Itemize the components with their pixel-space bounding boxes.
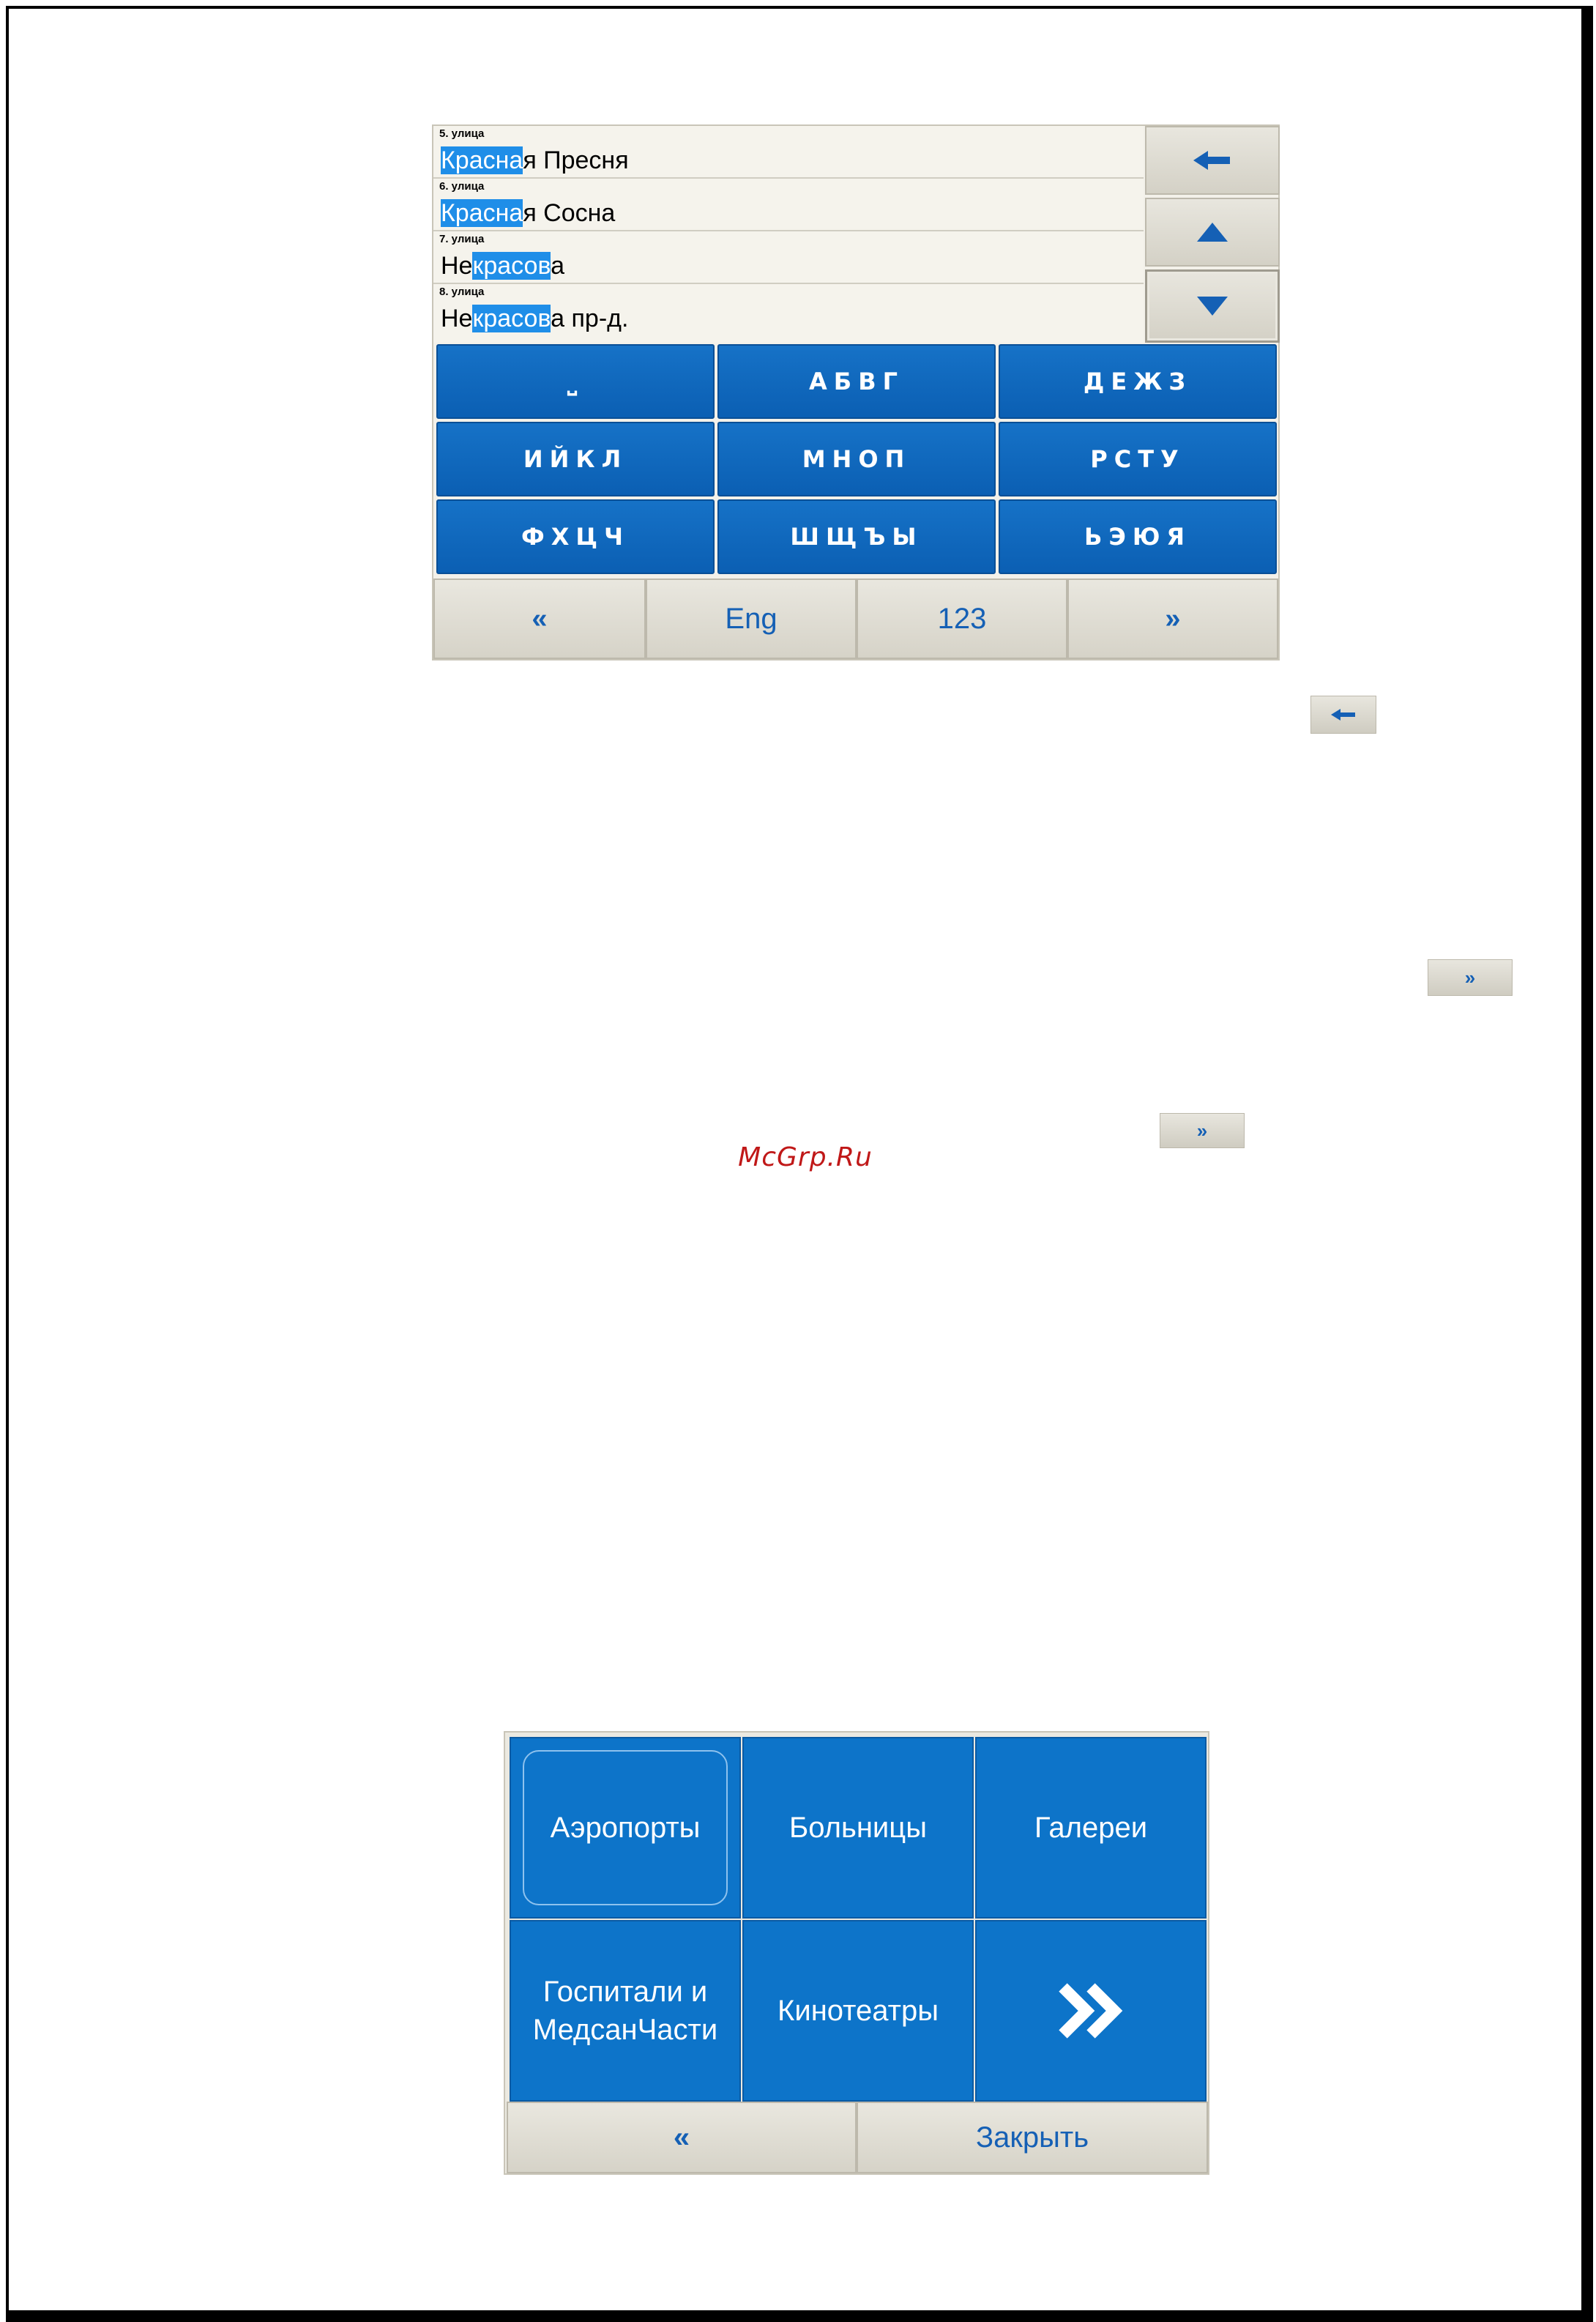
triangle-down-icon [1194,294,1231,319]
close-button[interactable]: Закрыть [857,2102,1208,2173]
inline-next-button: » [1428,959,1513,996]
category-hospitals[interactable]: Больницы [742,1737,974,1919]
list-item[interactable] [433,284,1144,337]
category-medical-units[interactable]: Госпитали и МедсанЧасти [510,1920,741,2102]
match-highlight: Красна [441,199,523,227]
triangle-up-icon [1194,220,1231,245]
result-index: 7. улица [439,233,485,245]
letter-keyboard [436,344,1278,577]
key-rstu[interactable]: РСТУ [999,422,1277,496]
category-airports[interactable]: Аэропорты [510,1737,741,1919]
result-index: 5. улица [439,127,485,140]
results-list [433,126,1144,343]
result-name: Некрасова [441,252,565,280]
key-dezhz[interactable]: ДЕЖЗ [999,344,1277,419]
result-name: Некрасова пр-д. [441,305,629,332]
prev-page-button[interactable]: « [433,578,646,659]
key-shsch[interactable]: ШЩЪЫ [717,499,996,574]
list-item[interactable] [433,126,1144,179]
left-arrow-icon [1190,148,1234,173]
poi-category-screen [504,1731,1209,2175]
category-galleries[interactable]: Галереи [975,1737,1207,1919]
backspace-button[interactable] [1145,126,1280,195]
watermark: McGrp.Ru [738,1142,873,1172]
inline-backspace-button [1310,696,1376,734]
keyboard-bottom-bar [433,578,1278,659]
double-chevron-right-icon [1056,1981,1126,2040]
prev-page-button[interactable]: « [507,2102,857,2173]
result-name: Красная Сосна [441,199,616,227]
match-highlight: красов [472,305,551,332]
list-item[interactable] [433,179,1144,231]
key-fhcch[interactable]: ФХЦЧ [436,499,715,574]
more-categories-button[interactable] [975,1920,1207,2102]
key-iykl[interactable]: ИЙКЛ [436,422,715,496]
result-index: 6. улица [439,180,485,193]
inline-next-button: » [1160,1113,1245,1148]
space-key[interactable]: ⎵ [436,344,715,419]
scroll-up-button[interactable] [1145,198,1280,267]
result-name: Красная Пресня [441,146,629,174]
numbers-layout-button[interactable]: 123 [857,578,1067,659]
list-item[interactable] [433,231,1144,284]
category-cinemas[interactable]: Кинотеатры [742,1920,974,2102]
match-highlight: красов [472,252,551,280]
english-layout-button[interactable]: Eng [646,578,857,659]
key-eyuya[interactable]: ЬЭЮЯ [999,499,1277,574]
left-arrow-icon [1329,707,1358,723]
match-highlight: Красна [441,146,523,174]
key-mnop[interactable]: МНОП [717,422,996,496]
street-search-screen [432,124,1280,660]
key-abvg[interactable]: АБВГ [717,344,996,419]
scroll-down-button[interactable] [1145,269,1280,343]
next-page-button[interactable]: » [1067,578,1278,659]
result-index: 8. улица [439,286,485,298]
